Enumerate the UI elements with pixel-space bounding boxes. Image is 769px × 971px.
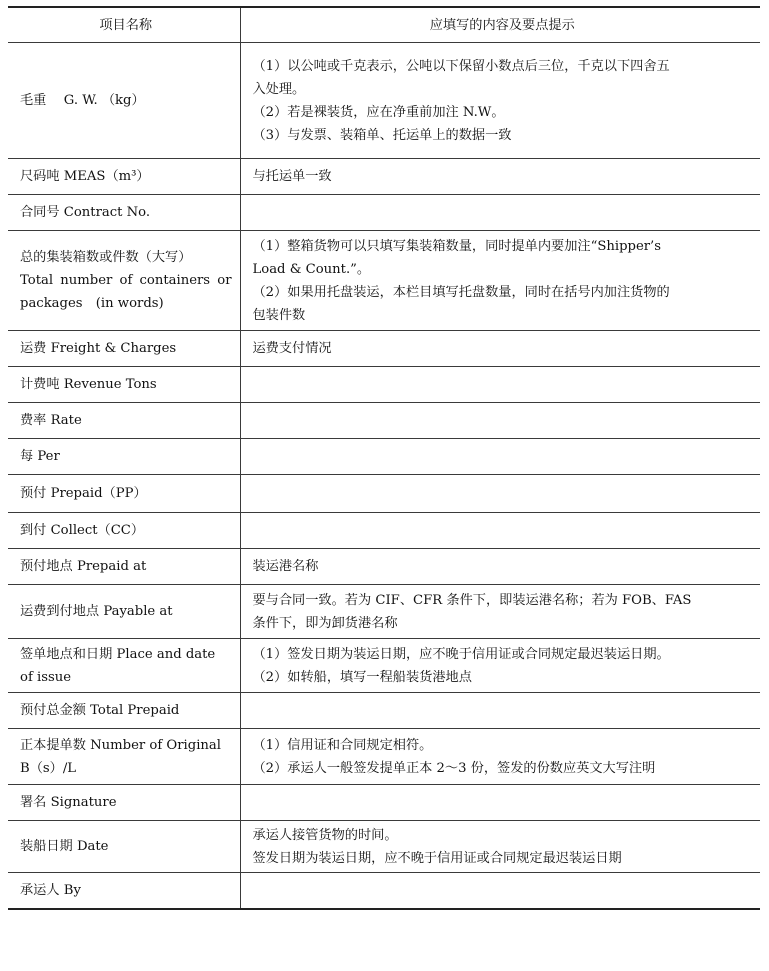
- item-name-cell: [8, 873, 240, 909]
- fill-tips-cell: [240, 693, 760, 729]
- table-row: [8, 231, 760, 331]
- table-row: [8, 475, 760, 513]
- item-name-line: 正本提单数 Number of Original: [20, 737, 221, 753]
- item-name-line: 毛重 G. W. （kg）: [20, 93, 145, 108]
- item-name-line: 装船日期 Date: [20, 839, 109, 854]
- fill-tips-line: 承运人接管货物的时间。: [252, 827, 398, 843]
- item-name-line: B（s）/L: [20, 760, 77, 776]
- item-name-line: 费率 Rate: [20, 413, 82, 428]
- item-name-line: 尺码吨 MEAS（m³）: [20, 169, 150, 184]
- item-name-line: 到付 Collect（CC）: [20, 523, 145, 538]
- table-row: [8, 403, 760, 439]
- table-row: [8, 693, 760, 729]
- table-row: [8, 159, 760, 195]
- item-name-cell: [8, 231, 240, 331]
- item-name-line: 预付总金额 Total Prepaid: [20, 703, 180, 718]
- fill-tips-line: （1）信用证和合同规定相符。: [252, 737, 433, 753]
- item-name-cell: [8, 785, 240, 821]
- table-row: [8, 513, 760, 549]
- table-row: [8, 43, 760, 159]
- fill-tips-cell: [240, 231, 760, 331]
- fill-tips-line: Load & Count.”。: [252, 261, 371, 277]
- fill-tips-cell: [240, 403, 760, 439]
- item-name-line: packages (in words): [20, 296, 164, 311]
- fill-tips-line: 签发日期为装运日期，应不晚于信用证或合同规定最迟装运日期: [252, 850, 622, 866]
- fill-tips-cell: [240, 159, 760, 195]
- fill-tips-cell: [240, 43, 760, 159]
- item-name-cell: [8, 439, 240, 475]
- table-row: [8, 639, 760, 693]
- item-name-line: 合同号 Contract No.: [20, 205, 151, 220]
- header-fill-tips: 应填写的内容及要点提示: [240, 7, 760, 43]
- table-body: [8, 43, 760, 909]
- fill-tips-cell: [240, 585, 760, 639]
- item-name-line: of issue: [20, 669, 72, 685]
- fill-tips-cell: [240, 513, 760, 549]
- fill-tips-line: 与托运单一致: [252, 169, 332, 184]
- table-row: [8, 549, 760, 585]
- header-item-name: 项目名称: [8, 7, 240, 43]
- item-name-cell: [8, 821, 240, 873]
- fill-tips-line: （1）签发日期为装运日期，应不晚于信用证或合同规定最迟装运日期。: [252, 646, 670, 662]
- item-name-line: 总的集装箱数或件数（大写）: [20, 250, 192, 265]
- table-row: [8, 585, 760, 639]
- item-name-cell: [8, 195, 240, 231]
- fill-tips-line: 运费支付情况: [252, 341, 332, 356]
- fill-tips-line: 装运港名称: [252, 559, 319, 574]
- fill-tips-cell: [240, 785, 760, 821]
- item-name-line: 计费吨 Revenue Tons: [20, 377, 157, 392]
- fill-tips-line: （2）若是裸装货，应在净重前加注 N.W。: [252, 104, 505, 120]
- fill-tips-cell: [240, 729, 760, 785]
- fill-tips-line: 入处理。: [252, 81, 306, 97]
- item-name-cell: [8, 693, 240, 729]
- item-name-cell: [8, 331, 240, 367]
- fill-tips-cell: [240, 549, 760, 585]
- item-name-line: 每 Per: [20, 449, 60, 464]
- fill-tips-cell: [240, 195, 760, 231]
- fill-tips-line: （3）与发票、装箱单、托运单上的数据一致: [252, 127, 512, 143]
- fill-tips-cell: [240, 439, 760, 475]
- table-row: [8, 195, 760, 231]
- fill-tips-cell: [240, 873, 760, 909]
- item-name-line: 预付地点 Prepaid at: [20, 559, 147, 574]
- item-name-cell: [8, 43, 240, 159]
- fill-tips-cell: [240, 821, 760, 873]
- fill-tips-line: 要与合同一致。若为 CIF、CFR 条件下，即装运港名称；若为 FOB、FAS: [252, 592, 692, 608]
- item-name-cell: [8, 159, 240, 195]
- fill-tips-cell: [240, 475, 760, 513]
- fill-tips-line: （2）承运人一般签发提单正本 2～3 份，签发的份数应英文大写注明: [252, 760, 656, 776]
- table-row: [8, 331, 760, 367]
- item-name-cell: [8, 639, 240, 693]
- fill-tips-line: （2）如果用托盘装运，本栏目填写托盘数量，同时在括号内加注货物的: [252, 284, 670, 300]
- fill-tips-cell: [240, 639, 760, 693]
- table-row: [8, 821, 760, 873]
- table-row: [8, 367, 760, 403]
- table-row: [8, 439, 760, 475]
- item-name-cell: [8, 585, 240, 639]
- fill-tips-line: 条件下，即为卸货港名称: [252, 615, 398, 631]
- item-name-line: 预付 Prepaid（PP）: [20, 486, 147, 501]
- item-name-cell: [8, 729, 240, 785]
- item-name-cell: [8, 403, 240, 439]
- item-name-line: 运费到付地点 Payable at: [20, 604, 173, 619]
- item-name-cell: [8, 367, 240, 403]
- table-row: [8, 873, 760, 909]
- item-name-cell: [8, 475, 240, 513]
- fill-tips-line: （1）整箱货物可以只填写集装箱数量，同时提单内要加注“Shipper’s: [252, 238, 662, 254]
- bill-of-lading-field-table: [8, 6, 760, 910]
- item-name-line: Total number of containers or: [20, 273, 232, 288]
- fill-tips-line: （2）如转船，填写一程船装货港地点: [252, 669, 472, 685]
- table-row: [8, 785, 760, 821]
- fill-tips-cell: [240, 367, 760, 403]
- item-name-cell: [8, 513, 240, 549]
- item-name-line: 承运人 By: [20, 882, 81, 898]
- table-row: [8, 729, 760, 785]
- item-name-line: 运费 Freight & Charges: [20, 341, 177, 356]
- fill-tips-cell: [240, 331, 760, 367]
- table-header-row: [8, 7, 760, 43]
- fill-tips-line: 包装件数: [252, 307, 306, 323]
- item-name-cell: [8, 549, 240, 585]
- fill-tips-line: （1）以公吨或千克表示，公吨以下保留小数点后三位，千克以下四舍五: [252, 58, 670, 74]
- item-name-line: 签单地点和日期 Place and date: [20, 646, 216, 662]
- item-name-line: 署名 Signature: [20, 795, 117, 810]
